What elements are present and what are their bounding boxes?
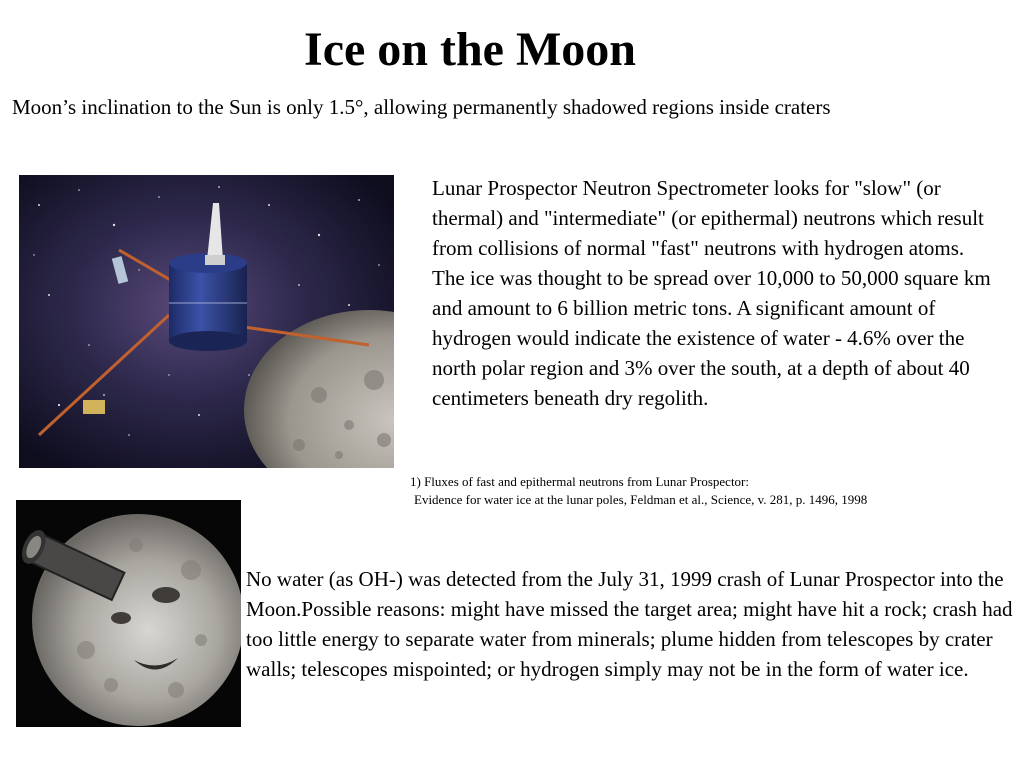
slide-subtitle: Moon’s inclination to the Sun is only 1.5°, allowing permanently shadowed regions inside craters xyxy=(12,95,831,119)
lunar-prospector-image xyxy=(19,175,394,468)
crash-results-paragraph: No water (as OH-) was detected from the July 31, 1999 crash of Lunar Prospector into the Moon.Possible reasons: might have missed the target area; might have hit a rock; crash had too little energy to separate water from minerals; plume hidden from telescopes by crater walls; telescopes mispointed; or hydrogen simply may not be in the form of water ice. xyxy=(246,567,1013,681)
moon-face-illustration xyxy=(16,500,241,727)
reference-line-1: 1) Fluxes of fast and epithermal neutrons from Lunar Prospector: xyxy=(410,474,749,489)
moon-face-image xyxy=(16,500,241,727)
neutron-spectrometer-paragraph: Lunar Prospector Neutron Spectrometer looks for "slow" (or thermal) and "intermediate" (or epithermal) neutrons which result from collisions of normal "fast" neutrons with hydrogen atoms. The ice was thought to be spread over 10,000 to 50,000 square km and amount to 6 billion metric tons. A significant amount of hydrogen would indicate the existence of water - 4.6% over the north polar region and 3% over the south, at a depth of about 40 centimeters beneath dry regolith. xyxy=(432,176,991,410)
reference-line-2: Evidence for water ice at the lunar poles, Feldman et al., Science, v. 281, p. 1496, 1998 xyxy=(414,492,868,507)
spacecraft-illustration xyxy=(19,175,394,468)
reference-note xyxy=(410,473,1020,509)
slide-title: Ice on the Moon xyxy=(304,23,636,76)
